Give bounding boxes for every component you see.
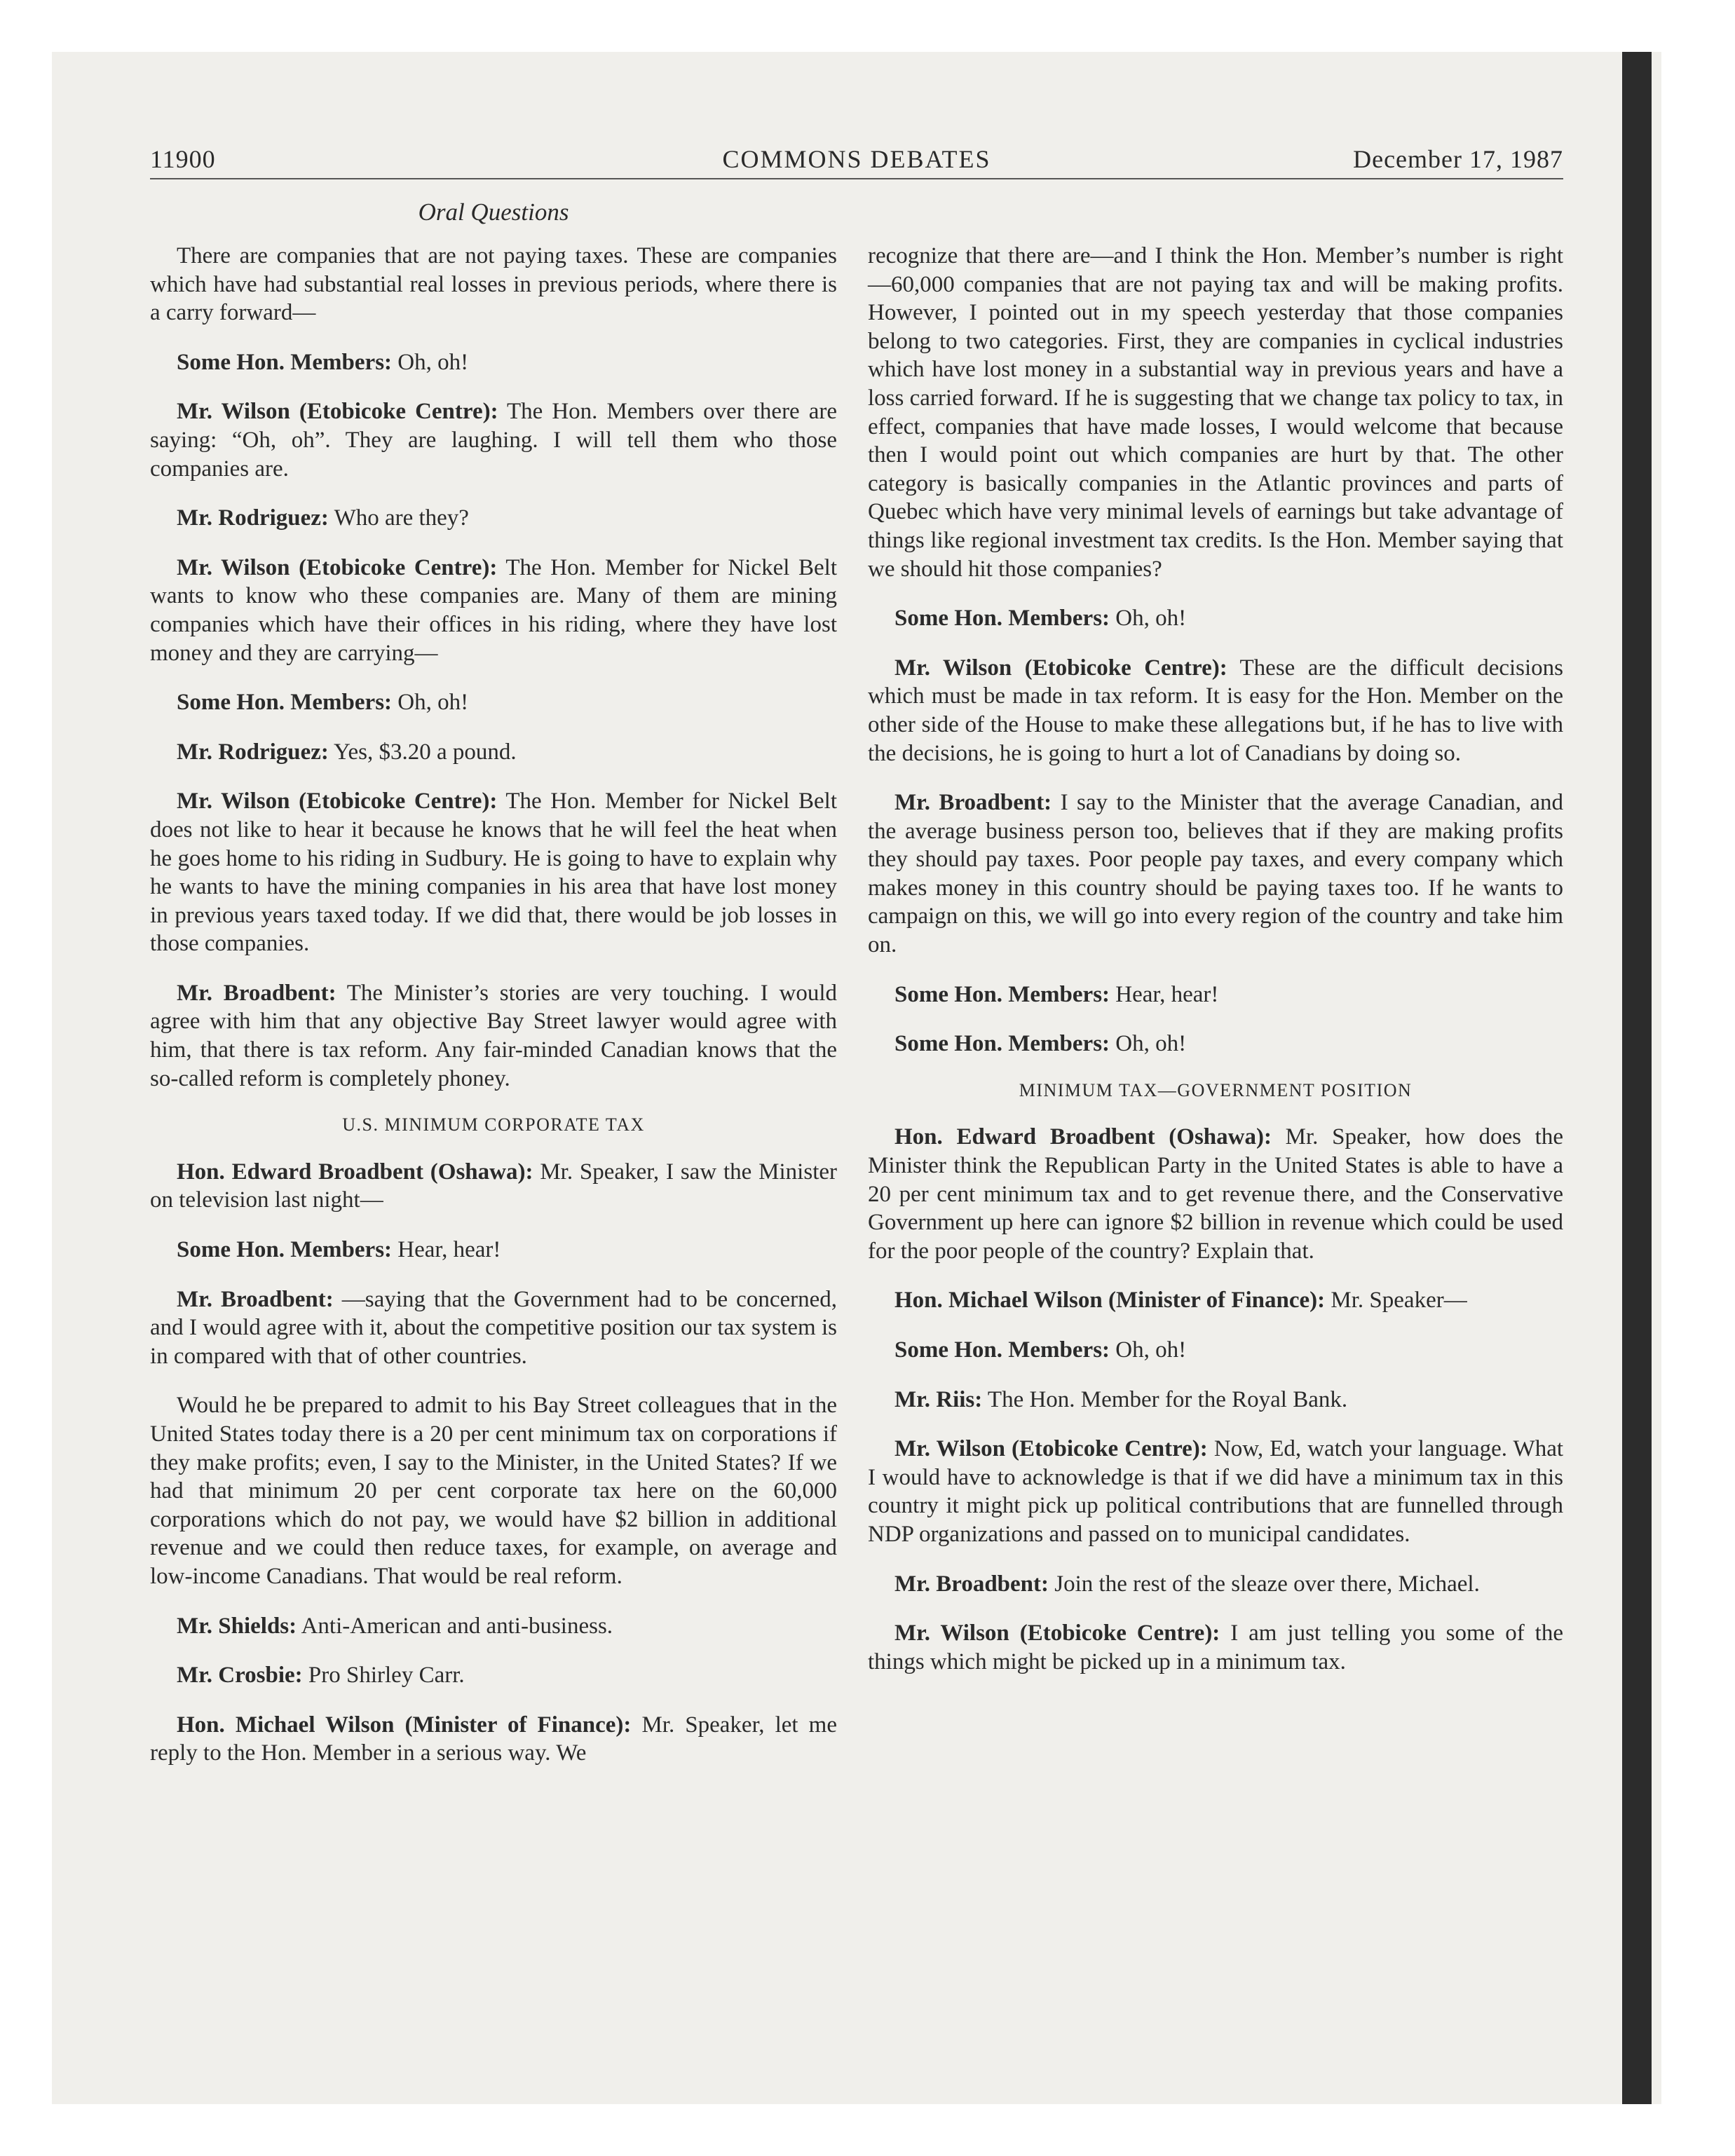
debate-paragraph: [150, 554, 837, 667]
issue-date: December 17, 1987: [1353, 145, 1563, 173]
speaker-name: Hon. Edward Broadbent (Oshawa):: [177, 1159, 533, 1185]
left-column: [150, 242, 837, 1789]
speaker-name: Some Hon. Members:: [894, 1337, 1110, 1363]
paragraph-text: Oh, oh!: [397, 690, 469, 716]
paragraph-text: Pro Shirley Carr.: [308, 1663, 465, 1688]
paragraph-text: I am just telling you some of the things which might be picked up in a minimum tax.: [868, 1621, 1563, 1674]
speaker-name: Hon. Michael Wilson (Minister of Finance):: [177, 1712, 632, 1738]
speaker-name: Hon. Edward Broadbent (Oshawa):: [894, 1124, 1272, 1150]
paragraph-text: Who are they?: [334, 505, 469, 531]
debate-paragraph: [868, 1435, 1563, 1548]
debate-paragraph: [150, 397, 837, 483]
paragraph-text: The Hon. Member for Nickel Belt does not like to hear it because he knows that he will feel the heat when he goes home to his riding in Sudbury. He is going to have to explain why he wants to have the mining companies in his area that have lost money in previous years taxed today. If we did that, there would be job losses in those companies.: [150, 789, 837, 957]
paragraph-text: The Minister’s stories are very touching. I would agree with him that any objective Bay Street lawyer would agree with him, that there is tax reform. Any fair-minded Canadian knows that the so-called reform is completely phoney.: [150, 980, 837, 1091]
paragraph-text: Join the rest of the sleaze over there, Michael.: [1054, 1571, 1480, 1597]
speaker-name: Mr. Riis:: [894, 1386, 983, 1412]
paragraph-text: recognize that there are—and I think the Hon. Member’s number is right—60,000 companies that are not paying tax and will be making profits. However, I pointed out in my speech yesterday that those companies belong to two categories. First, they are companies in cyclical industries which have lost money in a substantial way in previous years and have a loss carried forward. If he is suggesting that we change tax policy to tax, in effect, companies that have made losses, I would welcome that because then I would point out which companies are hurt by that. The other category is basically companies in the Atlantic provinces and parts of Quebec which have very minimal levels of earnings but take advantage of things like regional investment tax credits. Is the Hon. Member saying that we should hit those companies?: [868, 243, 1563, 582]
paragraph-text: These are the difficult decisions which must be made in tax reform. It is easy for the Hon. Member on the other side of the House to make these allegations but, if he has to live with the decisions, he is going to hurt a lot of Canadians by doing so.: [868, 655, 1564, 766]
speaker-name: Mr. Broadbent:: [177, 1286, 334, 1312]
speaker-name: Some Hon. Members:: [177, 349, 393, 375]
paragraph-text: Mr. Speaker—: [1331, 1288, 1467, 1314]
speaker-name: Mr. Wilson (Etobicoke Centre):: [177, 554, 498, 580]
speaker-name: Mr. Rodriguez:: [177, 505, 329, 531]
speaker-name: Mr. Broadbent:: [894, 1571, 1049, 1597]
paragraph-text: Anti-American and anti-business.: [301, 1613, 613, 1639]
debate-paragraph: [150, 1158, 837, 1215]
paragraph-text: The Hon. Member for the Royal Bank.: [987, 1386, 1348, 1412]
speaker-name: Hon. Michael Wilson (Minister of Finance):: [894, 1288, 1326, 1314]
paragraph-text: Oh, oh!: [397, 349, 469, 375]
debate-paragraph: [868, 604, 1563, 633]
debate-paragraph: [868, 789, 1563, 960]
speaker-name: Some Hon. Members:: [894, 606, 1110, 632]
debate-paragraph: [150, 1661, 837, 1690]
debate-paragraph: [150, 1711, 837, 1768]
debate-paragraph: [150, 979, 837, 1093]
speaker-name: Mr. Crosbie:: [177, 1663, 303, 1688]
debate-paragraph: [150, 348, 837, 377]
header-rule: [150, 178, 1563, 179]
paragraph-text: Oh, oh!: [1115, 606, 1187, 632]
paragraph-text: I say to the Minister that the average Canadian, and the average business person too, believes that if they are making profits they should pay taxes. Poor people pay taxes, and every company which makes money in this country should be paying taxes too. If he wants to campaign on this, we will go into every region of the country and take him on.: [868, 790, 1564, 958]
subhead: U.S. MINIMUM CORPORATE TAX: [342, 1114, 645, 1135]
paragraph-text: Hear, hear!: [1115, 981, 1219, 1007]
paragraph-text: Hear, hear!: [397, 1237, 501, 1263]
debate-paragraph: [868, 1619, 1563, 1676]
page-number: 11900: [150, 145, 216, 173]
speaker-name: Mr. Shields:: [177, 1613, 297, 1639]
paragraph-text: Now, Ed, watch your language. What I would have to acknowledge is that if we did have a minimum tax in this country it might pick up political contributions that are funnelled through NDP organizations and passed on to municipal candidates.: [868, 1436, 1564, 1547]
debate-paragraph: [868, 981, 1563, 1009]
debate-paragraph: [150, 738, 837, 767]
paragraph-text: Would he be prepared to admit to his Bay Street colleagues that in the United States today there is a 20 per cent minimum tax on corporations if they make profits; even, I say to the Minister, in the United States? If we had that minimum 20 per cent corporate tax here on the 60,000 corporations which do not pay, we would have $2 billion in additional revenue and we could then reduce taxes, for example, on average and low-income Canadians. That would be real reform.: [150, 1393, 837, 1589]
debate-paragraph: [868, 1336, 1563, 1365]
speaker-name: Mr. Wilson (Etobicoke Centre):: [177, 789, 498, 814]
section-title: Oral Questions: [418, 198, 569, 226]
scan-edge-bar: [1622, 52, 1652, 2104]
debate-paragraph: [150, 242, 837, 327]
paragraph-text: Mr. Speaker, I saw the Minister on television last night—: [150, 1159, 837, 1213]
paragraph-text: The Hon. Members over there are saying: “Oh, oh”. They are laughing. I will tell them who those companies are.: [150, 399, 838, 482]
debate-paragraph: [150, 1236, 837, 1264]
debate-paragraph: [150, 1285, 837, 1371]
debate-paragraph: [868, 1570, 1563, 1599]
debate-paragraph: [150, 688, 837, 717]
subhead: MINIMUM TAX—GOVERNMENT POSITION: [1019, 1079, 1413, 1100]
speaker-name: Some Hon. Members:: [894, 1031, 1110, 1057]
speaker-name: Some Hon. Members:: [177, 690, 393, 716]
speaker-name: Mr. Wilson (Etobicoke Centre):: [894, 1436, 1208, 1462]
speaker-name: Mr. Wilson (Etobicoke Centre):: [177, 399, 498, 425]
speaker-name: Some Hon. Members:: [177, 1237, 393, 1263]
right-column: [868, 242, 1563, 1697]
speaker-name: Mr. Wilson (Etobicoke Centre):: [894, 1621, 1220, 1646]
paragraph-text: Oh, oh!: [1115, 1031, 1187, 1057]
speaker-name: Mr. Rodriguez:: [177, 739, 329, 765]
paragraph-text: Mr. Speaker, how does the Minister think the Republican Party in the United States is able to have a 20 per cent minimum tax and to get revenue there, and the Conservative Government up here can ignore $2 billion in revenue which could be used for the poor people of the country? Explain that.: [868, 1124, 1563, 1264]
debate-paragraph: [868, 1286, 1563, 1315]
paragraph-text: Yes, $3.20 a pound.: [333, 739, 517, 765]
paragraph-text: Mr. Speaker, let me reply to the Hon. Member in a serious way. We: [150, 1712, 837, 1766]
publication-title: COMMONS DEBATES: [722, 145, 991, 173]
debate-paragraph: [868, 1123, 1563, 1265]
debate-paragraph: [868, 1386, 1563, 1414]
speaker-name: Some Hon. Members:: [894, 981, 1110, 1007]
paragraph-text: There are companies that are not paying taxes. These are companies which have had substantial real losses in previous periods, where there is a carry forward—: [150, 243, 837, 326]
paragraph-text: Oh, oh!: [1115, 1337, 1187, 1363]
debate-paragraph: [150, 504, 837, 533]
debate-paragraph: [868, 1030, 1563, 1058]
speaker-name: Mr. Wilson (Etobicoke Centre):: [894, 655, 1227, 681]
paragraph-text: —saying that the Government had to be concerned, and I would agree with it, about the competitive position our tax system is in compared with that of other countries.: [150, 1286, 838, 1369]
debate-paragraph: [868, 654, 1563, 767]
speaker-name: Mr. Broadbent:: [177, 980, 336, 1006]
debate-paragraph: [150, 1391, 837, 1590]
paragraph-text: The Hon. Member for Nickel Belt wants to know who these companies are. Many of them are mining companies which have their offices in his riding, where they have lost money and they are carrying—: [150, 554, 837, 666]
debate-paragraph: [150, 787, 837, 958]
debate-paragraph: [868, 242, 1563, 583]
debate-paragraph: [150, 1612, 837, 1641]
speaker-name: Mr. Broadbent:: [894, 790, 1052, 816]
